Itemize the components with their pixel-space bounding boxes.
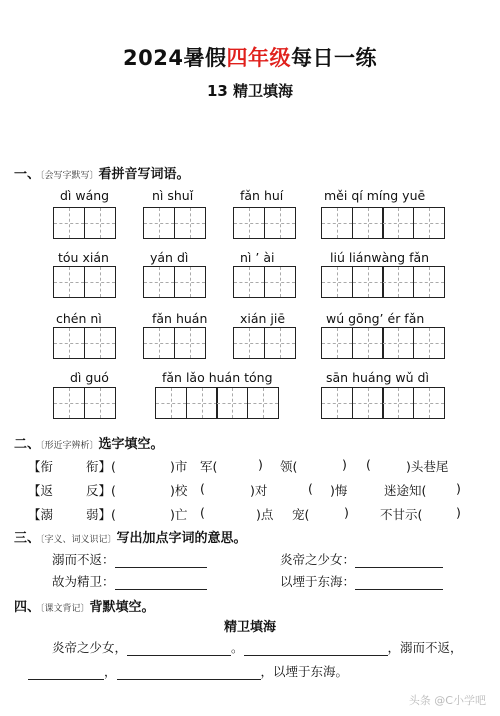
meaning-item [280, 572, 443, 590]
title-prefix: 2024暑假 [123, 46, 227, 70]
recite-text: ， [104, 664, 117, 679]
word-part: 领( [280, 459, 298, 474]
page-title [0, 42, 500, 72]
answer-line[interactable] [115, 577, 207, 590]
lesson-title: 13 精卫填海 [206, 82, 294, 100]
word-part: ) [342, 457, 347, 472]
answer-line[interactable] [117, 667, 261, 680]
pinyin-label: měi qí míng yuē [324, 188, 426, 203]
pinyin-label: yán dì [150, 250, 189, 265]
section2-heading [14, 433, 164, 452]
char-b: 衔】( [86, 459, 116, 474]
answer-line[interactable] [244, 643, 388, 656]
meaning-label: 炎帝之少女： [280, 552, 356, 567]
word-part: ) [456, 505, 461, 520]
pinyin-label: fǎn huán [152, 311, 208, 326]
writing-grid[interactable] [233, 327, 294, 359]
writing-grid[interactable] [155, 387, 277, 419]
answer-line[interactable] [127, 643, 231, 656]
writing-grid[interactable] [53, 327, 114, 359]
word-part: ( [308, 481, 313, 496]
word-part: )悔 [330, 483, 348, 498]
recite-text: 。 [231, 640, 244, 655]
title-grade: 四年级 [226, 46, 291, 70]
char-b: 弱】( [86, 507, 116, 522]
writing-grid[interactable] [53, 266, 114, 298]
recite-line-2 [28, 662, 348, 680]
answer-line[interactable] [115, 555, 207, 568]
pinyin-label: tóu xián [58, 250, 109, 265]
recite-text: 炎帝之少女， [52, 640, 128, 655]
writing-grid[interactable] [321, 266, 443, 298]
section1-tag: 〔会写字默写〕 [40, 171, 99, 181]
section2-num: 二、 [14, 437, 41, 452]
pinyin-label: chén nì [56, 311, 102, 326]
writing-grid[interactable] [143, 207, 204, 239]
answer-line[interactable] [355, 555, 443, 568]
pinyin-label: sān huáng wǔ dì [326, 370, 429, 385]
meaning-label: 故为精卫： [52, 574, 115, 589]
word-part: 军( [200, 459, 218, 474]
section3-tag: 〔字义、词义识记〕 [40, 535, 117, 545]
word-part: 宠( [292, 507, 310, 522]
watermark: 头条 @C小学吧 [408, 694, 486, 707]
section1-num: 一、 [14, 167, 41, 182]
section4-num: 四、 [14, 600, 41, 615]
char-a: 【衔 [28, 459, 54, 474]
writing-grid[interactable] [321, 387, 443, 419]
word-part: ( [200, 481, 205, 496]
word-part: )亡 [170, 507, 188, 522]
writing-grid[interactable] [143, 266, 204, 298]
meaning-item [52, 550, 207, 568]
word-part: )点 [256, 507, 274, 522]
word-part: ( [200, 505, 205, 520]
word-part: ( [366, 457, 371, 472]
pinyin-label: dì wáng [60, 188, 110, 203]
title-suffix: 每日一练 [290, 46, 377, 70]
pinyin-label: wú gōng’ ér fǎn [326, 311, 425, 326]
word-part: 迷途知( [384, 483, 427, 498]
pinyin-label: liú liánwàng fǎn [330, 250, 430, 265]
recite-line-1 [52, 638, 463, 656]
word-part: )市 [170, 459, 188, 474]
answer-line[interactable] [355, 577, 443, 590]
section3-num: 三、 [14, 531, 41, 546]
word-part: )对 [250, 483, 268, 498]
meaning-label: 溺而不返： [52, 552, 115, 567]
section4-tag: 〔课文背记〕 [40, 604, 90, 614]
section3-heading [14, 527, 247, 546]
writing-grid[interactable] [143, 327, 204, 359]
pinyin-label: nì ’ ài [240, 250, 275, 265]
meaning-item [52, 572, 207, 590]
pinyin-label: dì guó [70, 370, 109, 385]
writing-grid[interactable] [321, 207, 443, 239]
pinyin-label: fǎn huí [240, 188, 284, 203]
word-part: )校 [170, 483, 188, 498]
meaning-item [280, 550, 443, 568]
recite-text: ，以堙于东海。 [260, 664, 349, 679]
pinyin-label: xián jiē [240, 311, 286, 326]
word-part: 不甘示( [380, 507, 423, 522]
section2-tag: 〔形近字辨析〕 [40, 441, 99, 451]
writing-grid[interactable] [321, 327, 443, 359]
poem-title: 精卫填海 [223, 620, 276, 635]
word-part: )头巷尾 [406, 459, 449, 474]
section1-text: 看拼音写词语。 [98, 167, 190, 182]
writing-grid[interactable] [53, 387, 114, 419]
writing-grid[interactable] [233, 266, 294, 298]
word-part: ) [456, 481, 461, 496]
recite-text: ，溺而不返， [387, 640, 463, 655]
section4-heading [14, 596, 155, 615]
section1-heading [14, 163, 190, 182]
char-b: 反】( [86, 483, 116, 498]
section4-text: 背默填空。 [89, 600, 155, 615]
pinyin-label: nì shuǐ [152, 188, 194, 203]
answer-line[interactable] [28, 667, 104, 680]
section2-text: 选字填空。 [98, 437, 164, 452]
word-part: ) [344, 505, 349, 520]
writing-grid[interactable] [233, 207, 294, 239]
section3-text: 写出加点字词的意思。 [116, 531, 247, 546]
pinyin-label: fǎn lǎo huán tóng [162, 370, 273, 385]
char-a: 【溺 [28, 507, 54, 522]
word-part: ) [258, 457, 263, 472]
writing-grid[interactable] [53, 207, 114, 239]
char-a: 【返 [28, 483, 54, 498]
meaning-label: 以堙于东海： [280, 574, 356, 589]
